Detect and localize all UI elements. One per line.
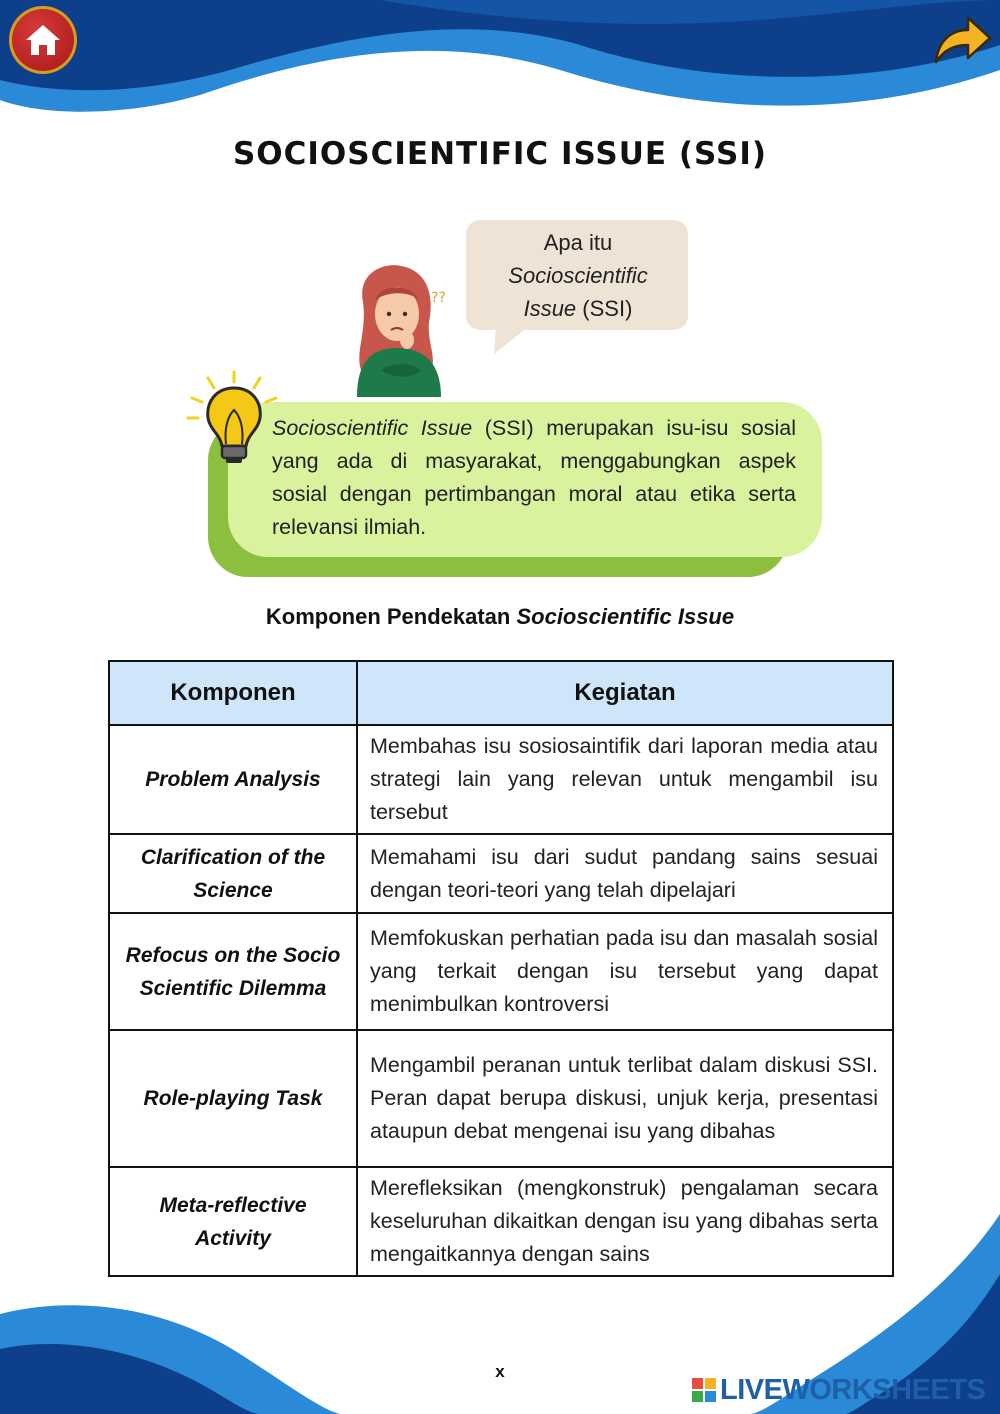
arrow-right-icon[interactable] [932,14,994,66]
table-header-row [109,661,893,725]
components-table [108,660,894,1277]
header-kegiatan: Kegiatan [357,661,893,725]
definition-text [272,412,796,544]
svg-text:??: ?? [431,290,446,306]
liveworksheets-logo-text: LIVEWORKSHEETS [720,1373,986,1406]
activity-cell: Membahas isu sosiosaintifik dari laporan media atau strategi lain yang relevan untuk mengambil isu tersebut [357,725,893,834]
component-cell: Meta-reflective Activity [109,1167,357,1276]
header-komponen: Komponen [109,661,357,725]
table-caption [0,604,1000,630]
component-cell: Refocus on the Socio Scientific Dilemma [109,913,357,1030]
component-cell: Role-playing Task [109,1030,357,1167]
definition-body: (SSI) merupakan isu-isu sosial yang ada di masyarakat, menggabungkan aspek sosial dengan pertimbangan moral atau etika serta relevansi ilmiah. [272,416,796,539]
speech-line-1: Apa itu [543,230,613,255]
table-row [109,834,893,913]
table-caption-prefix: Komponen Pendekatan [265,604,517,629]
speech-line-2: Socioscientific [508,263,648,288]
component-cell: Clarification of the Science [109,834,357,913]
table-row [109,725,893,834]
top-wave-decoration [0,0,1000,130]
activity-cell: Memahami isu dari sudut pandang sains sesuai dengan teori-teori yang telah dipelajari [357,834,893,913]
definition-term: Socioscientific Issue [272,416,473,440]
liveworksheets-logo-icon [692,1378,716,1402]
lightbulb-icon [184,368,284,468]
home-button[interactable] [9,6,77,74]
page-title: SOCIOSCIENTIFIC ISSUE (SSI) [232,136,768,172]
liveworksheets-logo [692,1372,985,1408]
speech-bubble-text [466,226,690,325]
component-cell: Problem Analysis [109,725,357,834]
table-caption-italic: Socioscientific Issue [516,604,735,629]
thinking-girl-illustration [345,262,455,397]
activity-cell: Merefleksikan (mengkonstruk) pengalaman secara keseluruhan dikaitkan dengan isu yang dibahas serta mengaitkannya dengan sains [357,1167,893,1276]
activity-cell: Mengambil peranan untuk terlibat dalam diskusi SSI. Peran dapat berupa diskusi, unjuk kerja, presentasi ataupun debat mengenai isu yang dibahas [357,1030,893,1167]
speech-line-3-italic: Issue [523,296,577,321]
speech-line-3-rest: (SSI) [576,296,633,321]
activity-cell: Memfokuskan perhatian pada isu dan masalah sosial yang terkait dengan isu tersebut yang dapat menimbulkan kontroversi [357,913,893,1030]
table-row [109,1030,893,1167]
page-number: x [495,1362,505,1381]
home-icon [24,22,62,58]
table-row [109,913,893,1030]
